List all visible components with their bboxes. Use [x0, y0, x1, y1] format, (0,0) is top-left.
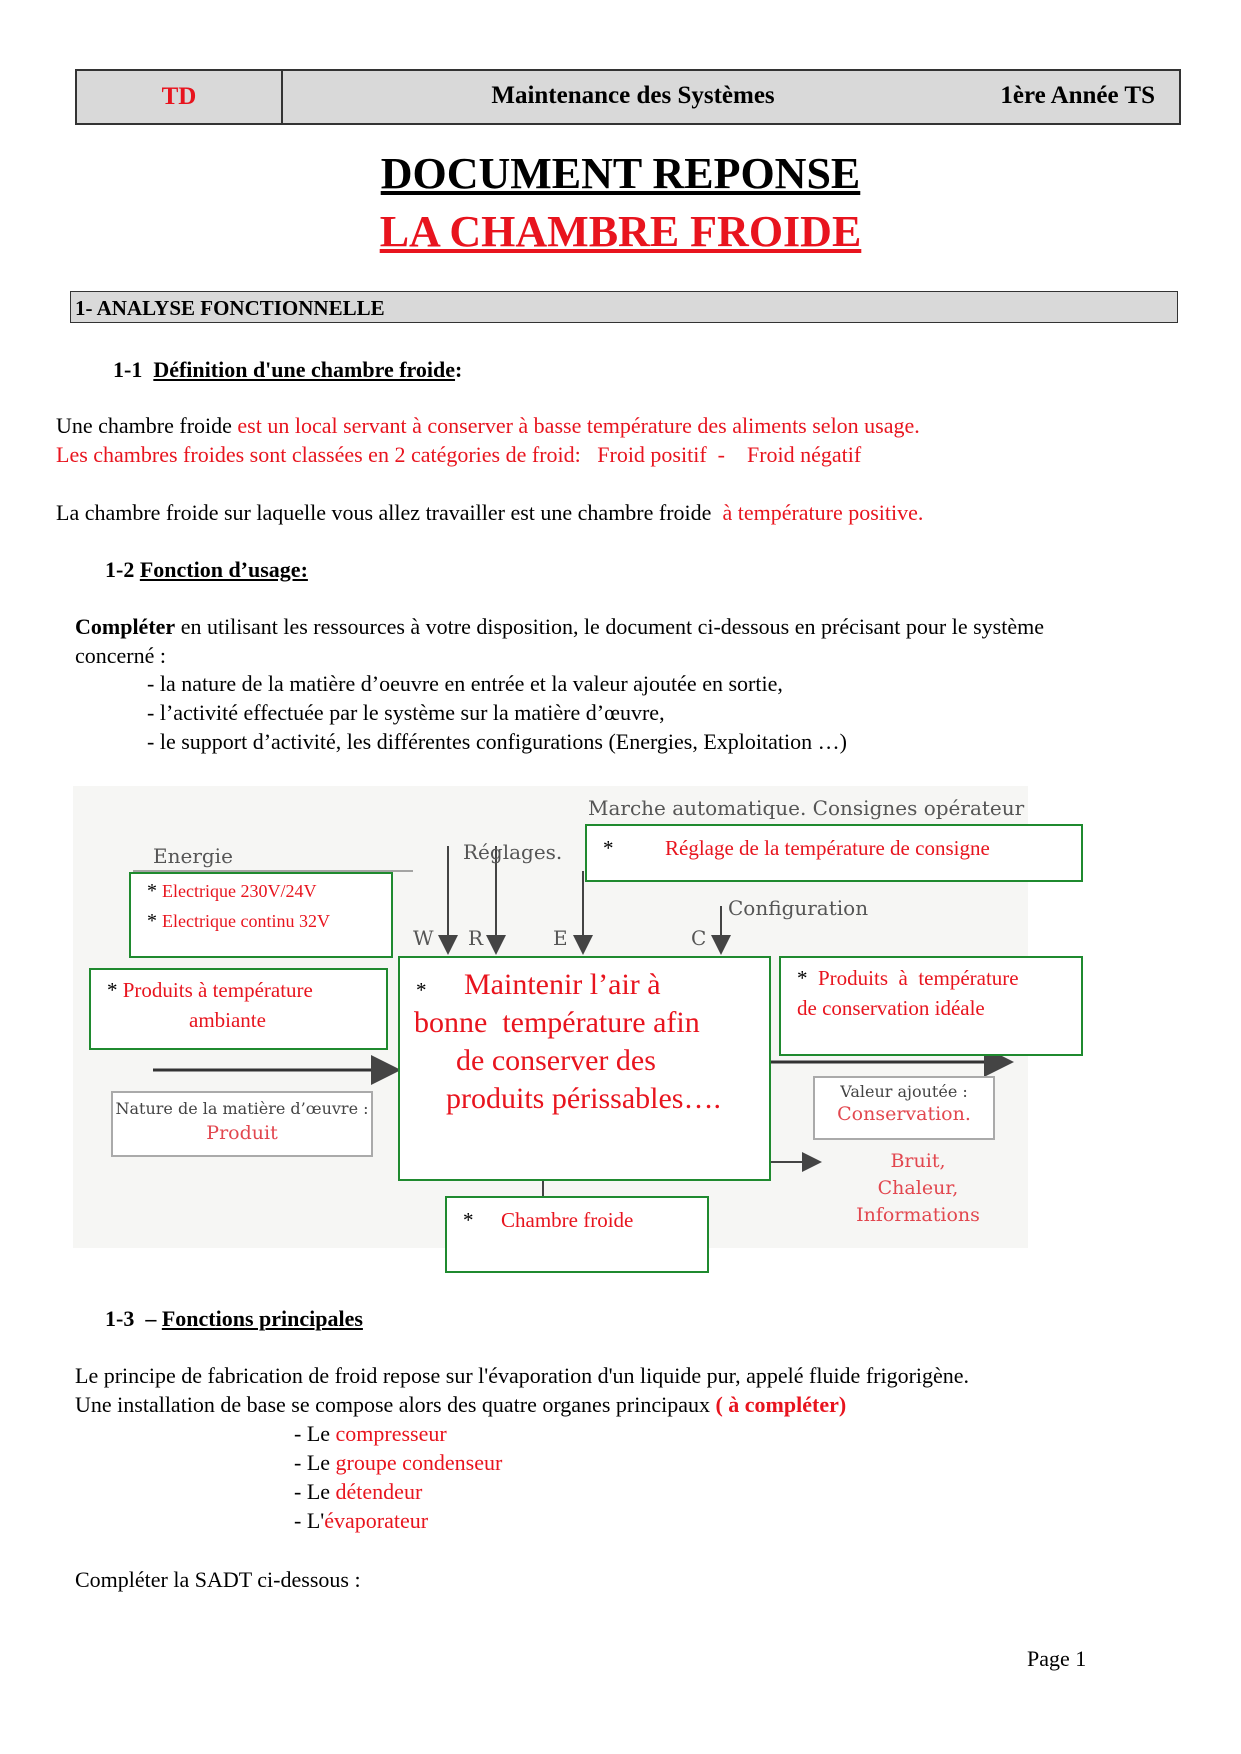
header-year: 1ère Année TS — [1000, 82, 1155, 109]
subsection-1-3-dash: – — [145, 1306, 157, 1331]
definition-text-red: est un local servant à conserver à basse température des aliments selon usage. — [237, 413, 920, 438]
support-star: * — [463, 1208, 474, 1232]
principe-line2-black: Une installation de base se compose alors des quatre organes principaux — [75, 1392, 716, 1417]
bruit-line2: Informations — [856, 1204, 980, 1226]
label-w: W — [413, 926, 434, 950]
consigne-star: * — [603, 836, 614, 860]
nature-box — [111, 1091, 373, 1157]
organe-2 — [294, 1450, 502, 1476]
fonction-line4: produits périssables…. — [446, 1082, 721, 1115]
bruit-line1: Bruit, Chaleur, — [877, 1150, 959, 1199]
entree-star: * — [107, 978, 123, 1002]
subsection-1-2-title: Fonction d’usage: — [139, 557, 308, 582]
valeur-label: Valeur ajoutée : — [840, 1082, 968, 1101]
sadt-instruction: Compléter la SADT ci-dessous : — [75, 1567, 361, 1592]
consigne-box — [585, 824, 1083, 882]
sortie-line1-text: Produits à température — [818, 966, 1019, 990]
label-configuration: Configuration — [728, 896, 869, 920]
label-reglages: Réglages. — [463, 840, 563, 864]
doc-title-line1: DOCUMENT REPONSE — [380, 149, 861, 198]
section-analyse-fonctionnelle: 1- ANALYSE FONCTIONNELLE — [70, 291, 1178, 323]
organe-2-prefix: - Le — [294, 1450, 336, 1475]
definition-line3-red: à température positive. — [716, 500, 924, 525]
entree-box — [89, 968, 388, 1050]
bruit-label — [848, 1148, 988, 1229]
organe-4-prefix: - L' — [294, 1508, 325, 1533]
header-right — [283, 71, 1179, 123]
valeur-box — [813, 1076, 995, 1140]
energie-item-1-text: Electrique 230V/24V — [162, 881, 317, 901]
definition-text-black: Une chambre froide — [56, 413, 238, 438]
entree-line2: ambiante — [189, 1008, 266, 1032]
energie-item-2-text: Electrique continu 32V — [162, 911, 330, 931]
subsection-1-1-title: Définition d'une chambre froide — [153, 357, 456, 382]
definition-line3 — [56, 500, 923, 526]
nature-label: Nature de la matière d’œuvre : — [115, 1099, 369, 1118]
subsection-1-1 — [113, 357, 462, 383]
principe-line2-red: ( à compléter) — [715, 1392, 847, 1417]
usage-bullet-3: - le support d’activité, les différentes configurations (Energies, Exploitation …) — [147, 729, 847, 754]
subsection-1-1-num: 1-1 — [113, 357, 143, 382]
fonction-line3: de conserver des — [456, 1044, 656, 1077]
sortie-star: * — [797, 966, 808, 990]
usage-intro-bold: Compléter — [75, 614, 176, 639]
subsection-1-2-num: 1-2 — [105, 557, 135, 582]
entree-line1 — [107, 978, 313, 1003]
subsection-1-3-title: Fonctions principales — [161, 1306, 363, 1331]
support-box — [445, 1196, 709, 1273]
consigne-text: Réglage de la température de consigne — [665, 836, 990, 860]
sortie-line1 — [797, 966, 1019, 991]
header-title: Maintenance des Systèmes — [491, 82, 775, 109]
organe-3-value: détendeur — [335, 1479, 423, 1504]
label-c: C — [691, 926, 707, 950]
organe-1 — [294, 1421, 447, 1447]
organe-4-value: évaporateur — [324, 1508, 429, 1533]
usage-intro-rest: en utilisant les ressources à votre disposition, le document ci-dessous en précisant pour le système — [175, 614, 1044, 639]
energie-item-2: * Electrique continu 32V — [147, 910, 330, 932]
label-marche: Marche automatique. Consignes opérateur — [588, 796, 1025, 820]
label-e: E — [553, 926, 568, 950]
label-energie: Energie — [153, 844, 233, 868]
organe-1-prefix: - Le — [294, 1421, 336, 1446]
functional-diagram — [73, 786, 1028, 1248]
subsection-1-3 — [105, 1306, 363, 1332]
support-text: Chambre froide — [501, 1208, 634, 1232]
subsection-1-2 — [105, 557, 308, 583]
principe-line1: Le principe de fabrication de froid repose sur l'évaporation d'un liquide pur, appelé fluide frigorigène. — [75, 1363, 970, 1388]
doc-title-line2: LA CHAMBRE FROIDE — [379, 207, 862, 256]
principe-line2 — [75, 1392, 846, 1418]
usage-bullet-1: - la nature de la matière d’oeuvre en entrée et la valeur ajoutée en sortie, — [147, 671, 783, 696]
organe-1-value: compresseur — [335, 1421, 447, 1446]
valeur-value: Conservation. — [837, 1103, 971, 1125]
fonction-line2: bonne température afin — [414, 1006, 700, 1039]
header-table — [75, 69, 1181, 125]
fonction-star: * — [416, 978, 427, 1002]
organe-4 — [294, 1508, 428, 1534]
usage-intro-line2: concerné : — [75, 643, 166, 668]
sortie-line2: de conservation idéale — [797, 996, 985, 1020]
usage-intro — [75, 614, 1044, 640]
definition-line3-black: La chambre froide sur laquelle vous allez travailler est une chambre froide — [56, 500, 717, 525]
sortie-box — [779, 956, 1083, 1056]
definition-line1 — [56, 413, 920, 439]
subsection-1-3-num: 1-3 — [105, 1306, 135, 1331]
entree-line1-text: Produits à température — [122, 978, 313, 1002]
fonction-line1: Maintenir l’air à — [464, 968, 661, 1001]
organe-2-value: groupe condenseur — [335, 1450, 503, 1475]
energie-box — [129, 872, 393, 958]
organe-3 — [294, 1479, 422, 1505]
energie-item-1: * Electrique 230V/24V — [147, 880, 317, 902]
definition-line2: Les chambres froides sont classées en 2 catégories de froid: Froid positif - Froid négatif — [56, 442, 862, 467]
organe-3-prefix: - Le — [294, 1479, 336, 1504]
subsection-1-1-colon: : — [455, 357, 463, 382]
usage-bullet-2: - l’activité effectuée par le système sur la matière d’œuvre, — [147, 700, 665, 725]
label-r: R — [468, 926, 484, 950]
fonction-box — [398, 956, 771, 1181]
page-number: Page 1 — [1027, 1646, 1087, 1671]
nature-value: Produit — [206, 1122, 278, 1144]
header-td: TD — [77, 71, 283, 123]
